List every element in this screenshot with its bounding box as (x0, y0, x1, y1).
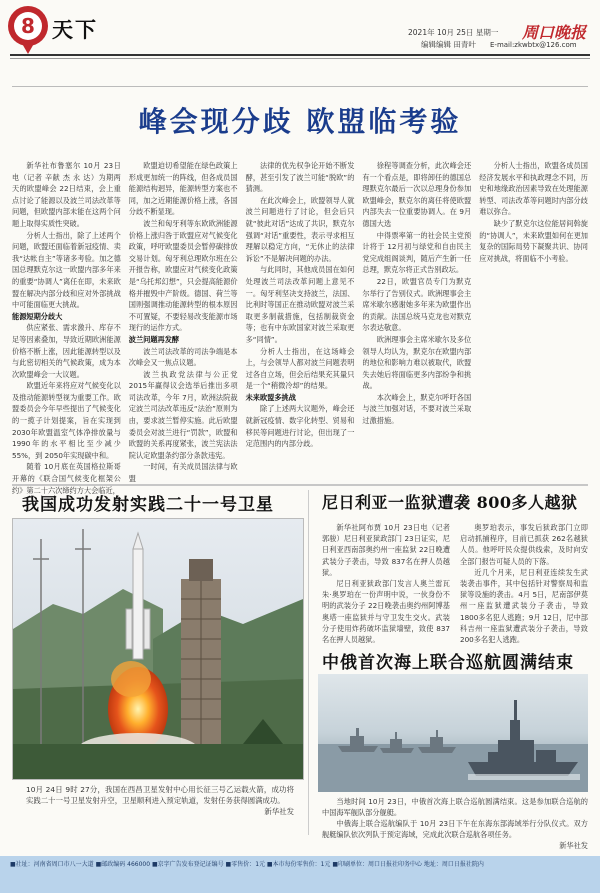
badge-pin-tip (20, 40, 36, 54)
nigeria-article-body (322, 522, 588, 645)
paragraph: 新华社阿布贾 10月 23日电（记者 郭骏）尼日利亚狱政部门 23日证实，尼日利亚西南部奥约州一座监狱 22日晚遭武装分子袭击，导致 837名在押人员越狱。 (322, 523, 450, 577)
newspaper-logo: 周口晚报 (522, 23, 587, 42)
satellite-headline: 我国成功发射实践二十一号卫星 (22, 495, 274, 515)
article-column (362, 160, 471, 496)
paragraph: 尼日利亚狱政部门发言人奥兰雷瓦朱·奥罗珀在一份声明中说，一伙身份不明的武装分子 22日晚袭击奥约州阿博基奥塔一座监狱并与守卫发生交火。武装分子使用炸药破坏监狱墙壁，致使 837名在押人员越狱。 (322, 579, 450, 645)
rocket-launch-photo (12, 518, 304, 780)
article-column (479, 160, 588, 496)
article-column (322, 522, 450, 645)
article-column (460, 522, 588, 645)
paragraph: 欧盟迫切希望能在绿色政策上形成更加统一的阵线，但各成员国能源结构迥异，能源转型方案也不同，加之近期能源价格上涨，各国分歧不断显现。 (128, 161, 238, 217)
column-divider (308, 490, 309, 835)
paragraph: 新华社布鲁塞尔 10月 23日电（记者 辛献 杰 永 达）为期两天的欧盟峰会 22日结束，会上重点讨论了能源以及波兰司法改革等问题，但欧盟内部未能在这两个问题上取得实质性突破。 (12, 161, 121, 228)
paragraph: 奥罗珀表示，事发后狱政部门立即启动抓捕程序，目前已抓获 262名越狱人员。他呼吁民众提供线索，及时向安全部门报告可疑人员的下落。 (460, 523, 588, 566)
paragraph: 波兰执政党法律与公正党 2015年赢得议会选举后推出多项司法改革，今年 7月，欧洲法院裁定波兰司法改革违反“法治”原则为由，要求波兰暂停实施。此后欧盟委员会对波兰进行“罚款”，欧盟和欧盟的关系再度紧张，波兰宪法法院认定欧盟条约部分条款违宪。 (128, 369, 238, 460)
main-headline: 峰会现分歧 欧盟临考验 (138, 105, 462, 138)
section-title: 天下 (52, 17, 98, 42)
paragraph: 一时间，有关成员国法律与欧盟 (128, 462, 238, 484)
paragraph: 供应紧张、需求激升、库存不足等因素叠加，导致近期欧洲能源价格不断上涨，因此能源转型以及与此密切相关的气候政策，成为本次欧盟峰会一大议题。 (12, 323, 121, 379)
section-divider (12, 484, 588, 486)
paragraph: 波兰司法改革的司法争端是本次峰会又一焦点议题。 (128, 346, 238, 368)
warships-photo (318, 674, 588, 792)
paragraph: 欧盟近年来将应对气候变化以及推动能源转型视为重要工作。欧盟委员会今年早些提出了气候变化的一揽子计划提案，旨在实现到 2030年欧盟温室气体净排放量与 1990年的水平相比至少减少 55%，到 2050年实现碳中和。 (12, 381, 121, 460)
paragraph: 随着 10月底在英国格拉斯哥开幕的《联合国气候变化框架公约》第二十六次缔约方大会临近， (12, 462, 121, 495)
satellite-caption (26, 784, 294, 817)
paragraph: 除了上述两大议题外，峰会还就新冠疫情、数字化转型、贸易和移民等问题进行讨论，但出现了一定范围内的内部分歧。 (245, 404, 355, 449)
paragraph: 欧洲理事会主席米歇尔及多位领导人均认为，默克尔在欧盟内部的地位和影响力难以被取代，欧盟失去她后将面临更多内部纷争和挑战。 (362, 334, 472, 391)
paragraph: 本次峰会上，默克尔呼吁各国与波兰加强对话，不要对波兰采取过激措施。 (362, 392, 472, 426)
subheading: 波兰问题再发酵 (128, 334, 180, 344)
contact-email[interactable]: E-mail:zkwbtx@126.com (490, 41, 577, 49)
headline-top-rule (12, 86, 588, 87)
main-article-body (12, 160, 588, 495)
patrol-caption (322, 796, 588, 851)
paragraph: 22日，欧盟官员专门为默克尔举行了告别仪式。欧洲理事会主席米歇尔感谢她多年来为欧盟作出的贡献。法国总统马克龙也对默克尔表达敬意。 (362, 276, 472, 333)
caption-text: 10月 24日 9时 27分，我国在西昌卫星发射中心用长征三号乙运载火箭，成功将实践二十一号卫星发射升空，卫星顺利进入预定轨道，发射任务获得圆满成功。 (26, 785, 294, 805)
paragraph: 近几个月来，尼日利亚连续发生武装袭击事件，其中包括针对警察局和监狱等设施的袭击。4月 5日，尼南部伊莫州一座监狱遭武装分子袭击，导致 1800多名犯人逃跑；9月 12日，尼中部科吉州一座监狱遭武装分子袭击，导致 200多名犯人逃跑。 (460, 567, 588, 645)
footer-info: ■社址：河南省周口市八一大道 ■邮政编码 466000 ■京字广告发布登记证编号 ■零售价：1元 ■本市每份零售价：1元 ■印刷单位：周口日报社印务中心 地址：周口日报社院内 (10, 861, 484, 868)
paragraph: 缺少了默克尔这位能居间斡旋的“协调人”，未来欧盟如何在更加复杂的国际局势下凝聚共识、协同应对挑战，将面临不小考验。 (479, 218, 588, 263)
patrol-headline: 中俄首次海上联合巡航圆满结束 (322, 653, 574, 673)
article-column (246, 160, 355, 496)
header-rule (10, 54, 590, 56)
photo-credit: 新华社发 (264, 807, 294, 816)
subheading: 能源短期分歧大 (12, 311, 63, 321)
paragraph: 分析人士指出，除了上述两个问题，欧盟还面临着新冠疫情、卖我“达帐自主”等诸多考验。加之德国总理默克尔这一欧盟内部多年来的重要“协调人”离任在即，未来欧盟在解决内部分歧和应对外部挑战中可能面临更大挑战。 (12, 230, 121, 310)
nigeria-headline: 尼日利亚一监狱遭袭 800多人越狱 (322, 493, 578, 512)
paragraph: 波兰和匈牙利等东欧欧洲能源价格上涨归咎于欧盟应对气候变化政策，呼吁欧盟委员会暂停碳排放交易计划。匈牙利总理欧尔班在公开报告称，欧盟应对气候变化政策是“乌托邦幻想”，只会提高能源价格并摧毁中产阶级。德国、荷兰等国则强调推动能源转型的根本原因不可置疑，不要轻易改变能源市场现行的运作方式。 (128, 218, 238, 333)
article-column (12, 160, 121, 496)
page-number: 8 (14, 12, 42, 40)
paragraph: 与此同时，其他成员国在如何处理波兰司法改革问题上意见不一。匈牙利坚决支持波兰，法国、比利时等国正在推动欧盟对波兰采取更多制裁措施，包括制裁资金等；也有中东欧国家对波兰采取更多“同情”。 (245, 265, 355, 344)
paragraph: 在此次峰会上，欧盟领导人就波兰问题进行了讨论，但会后只就“彼此对话”达成了共识，默克尔强调“对话”重要性，表示寻求相互理解以稳定方向，“无休止的法律诉讼”不是解决问题的办法。 (245, 195, 355, 263)
paragraph: 徐程等调查分析，此次峰会还有一个看点是，即将卸任的德国总理默克尔最后一次以总理身份参加欧盟峰会，默克尔的离任将使欧盟内部失去一位重要协调人。在 9月德国大选 (362, 161, 472, 228)
editor-credit: 编辑编辑 田青叶 (421, 40, 476, 49)
paragraph: 中得票率第一的社会民主党预计将于 12月初与绿党和自由民主党完成组阁谈判，随后产生新一任总理，默克尔将正式告别政坛。 (362, 230, 472, 275)
article-column (129, 160, 238, 496)
subheading: 未来欧盟多挑战 (245, 392, 296, 402)
caption-text-2: 中俄海上联合巡航编队于 10月 23日下午在东海东部海域举行分队仪式。双方舰艇编队依次列队于预定海域，完成此次联合巡航各项任务。 (322, 819, 588, 839)
paragraph: 法律的优先权争论开始不断发酵，甚至引发了波兰可能“脱欧”的猜测。 (245, 161, 355, 194)
issue-date: 2021年 10月 25日 星期一 (408, 28, 499, 37)
header-rule-thin (10, 58, 590, 59)
photo-credit: 新华社发 (559, 841, 588, 850)
caption-text: 当地时间 10月 23日，中俄首次海上联合巡航圆满结束。这是参加联合巡航的中国海军舰队部分舰艇。 (322, 797, 588, 817)
paragraph: 分析人士指出，在这场峰会上，与会领导人都对波兰问题表明过各自立场，但会后结果充其量只是一个“稍微冷却”的结果。 (245, 346, 355, 391)
paragraph: 分析人士指出，欧盟各成员国经济发展水平和执政理念不同，历史和地缘政治因素导致在处理能源转型、司法改革等问题时内部分歧难以弥合。 (479, 161, 588, 217)
